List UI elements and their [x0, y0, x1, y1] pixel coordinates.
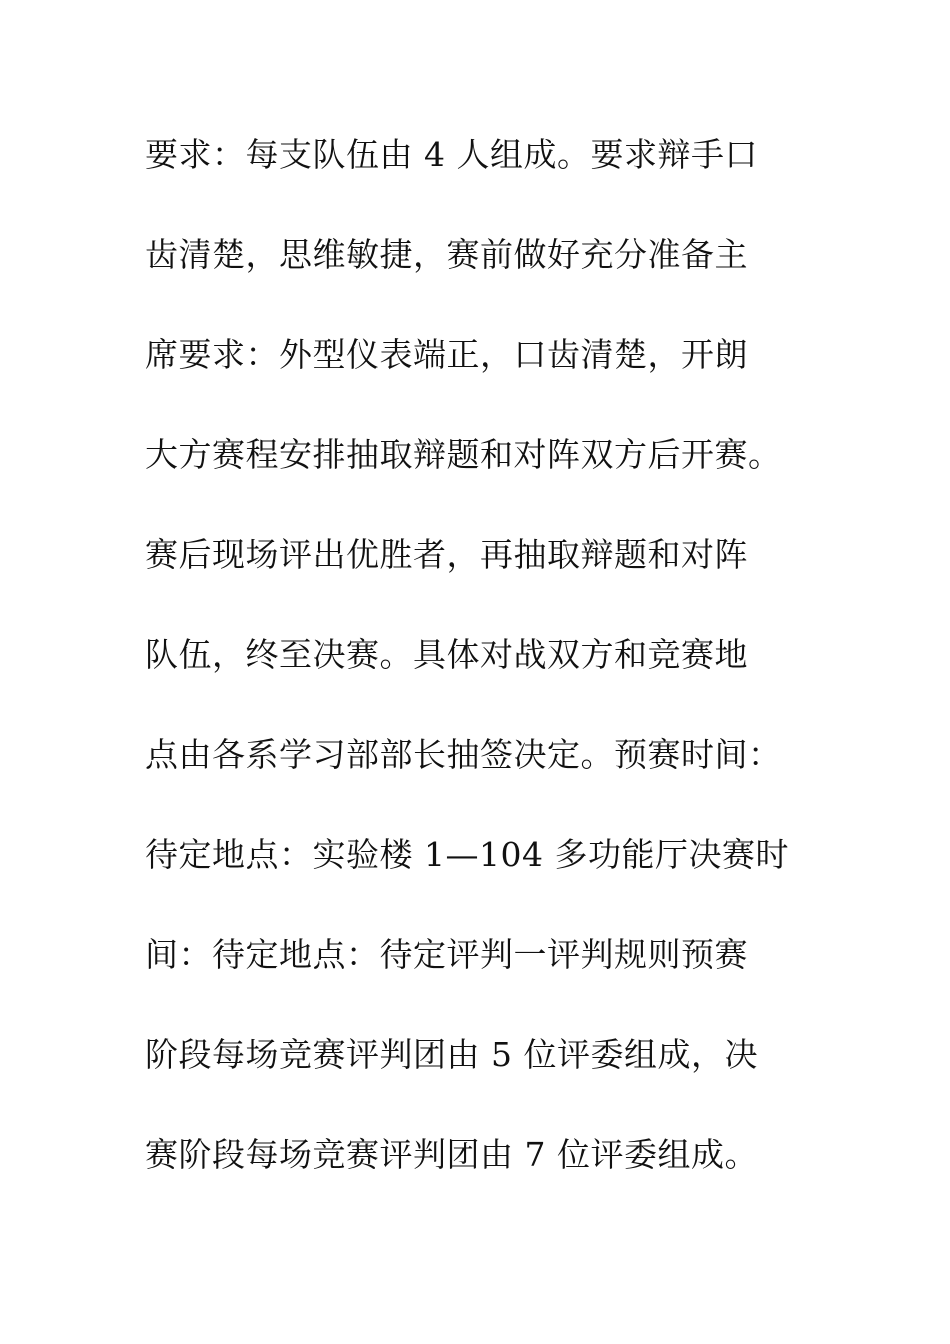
- text-line: 阶段每场竞赛评判团由 5 位评委组成，决: [145, 1035, 758, 1074]
- text-line: 大方赛程安排抽取辩题和对阵双方后开赛。: [145, 435, 782, 474]
- text-line: 赛阶段每场竞赛评判团由 7 位评委组成。: [145, 1135, 758, 1174]
- text-line: 点由各系学习部部长抽签决定。预赛时间：: [145, 735, 782, 774]
- document-body: [145, 126, 825, 1226]
- text-line: 待定地点：实验楼 1—104 多功能厅决赛时: [145, 835, 789, 874]
- text-line: 间：待定地点：待定评判一评判规则预赛: [145, 935, 748, 974]
- text-line: 要求：每支队伍由 4 人组成。要求辩手口: [145, 135, 758, 174]
- text-line: 赛后现场评出优胜者，再抽取辩题和对阵: [145, 535, 748, 574]
- text-line: 队伍，终至决赛。具体对战双方和竞赛地: [145, 635, 748, 674]
- text-line: 齿清楚，思维敏捷，赛前做好充分准备主: [145, 235, 748, 274]
- text-line: 席要求：外型仪表端正，口齿清楚，开朗: [145, 335, 748, 374]
